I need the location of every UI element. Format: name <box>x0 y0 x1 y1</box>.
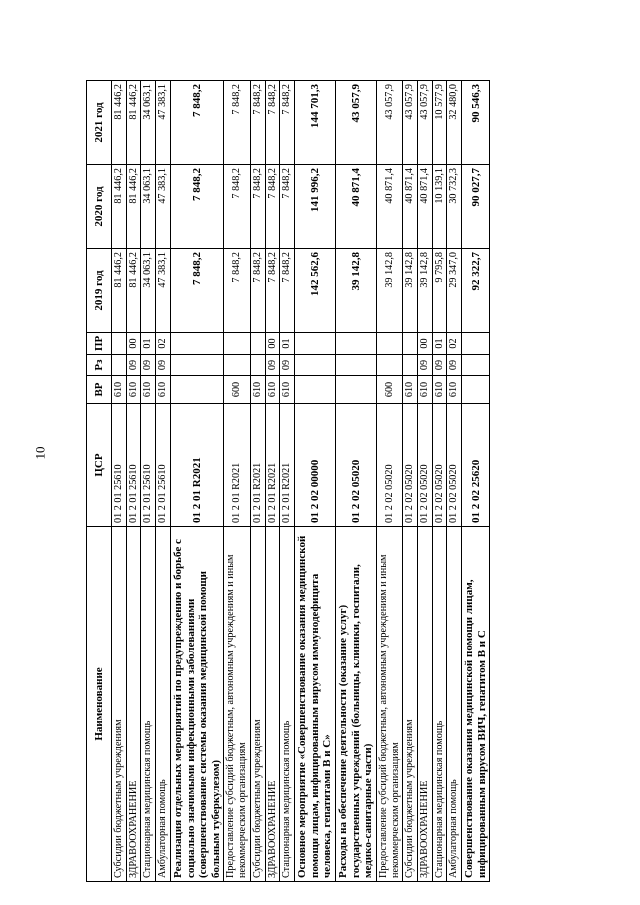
row-name-cell: Стационарная медицинская помощь <box>141 527 156 882</box>
row-2019-cell: 81 446,2 <box>126 249 141 333</box>
row-2020-cell: 81 446,2 <box>126 165 141 249</box>
row-name-cell: Субсидии бюджетным учреждениям <box>250 527 265 882</box>
row-2019-cell: 7 848,2 <box>170 249 224 333</box>
row-2020-cell: 7 848,2 <box>224 165 250 249</box>
row-2021-cell: 10 577,9 <box>432 81 447 165</box>
table-row <box>224 81 250 882</box>
table-row <box>403 81 418 882</box>
row-pr-cell: 01 <box>280 333 295 355</box>
row-pr-cell <box>112 333 127 355</box>
table-row <box>447 81 462 882</box>
row-2021-cell: 7 848,2 <box>280 81 295 165</box>
row-csr-cell: 01 2 02 05020 <box>418 404 433 527</box>
row-vr-cell <box>295 376 336 404</box>
row-2021-cell: 32 480,0 <box>447 81 462 165</box>
row-csr-cell: 01 2 02 00000 <box>295 404 336 527</box>
row-name-cell: Предоставление субсидий бюджетным, автономным учреждениям и иным некоммерческим организациям <box>224 527 250 882</box>
row-name-cell: Реализация отдельных мероприятий по предупреждению и борьбе с социально значимыми инфекционными заболеваниями (совершенствование системы оказания медицинской помощи больным туберкулезом) <box>170 527 224 882</box>
row-vr-cell: 610 <box>265 376 280 404</box>
header-csr: ЦСР <box>87 404 112 527</box>
table-row <box>112 81 127 882</box>
row-vr-cell: 610 <box>112 376 127 404</box>
row-2021-cell: 7 848,2 <box>224 81 250 165</box>
row-csr-cell: 01 2 01 R2021 <box>265 404 280 527</box>
row-2021-cell: 34 063,1 <box>141 81 156 165</box>
row-2020-cell: 90 027,7 <box>462 165 490 249</box>
row-2020-cell: 141 996,2 <box>295 165 336 249</box>
row-rz-cell <box>295 355 336 376</box>
row-rz-cell <box>462 355 490 376</box>
table-row <box>335 81 376 882</box>
row-csr-cell: 01 2 02 05020 <box>447 404 462 527</box>
row-2020-cell: 7 848,2 <box>280 165 295 249</box>
row-rz-cell: 09 <box>418 355 433 376</box>
row-2021-cell: 90 546,3 <box>462 81 490 165</box>
row-csr-cell: 01 2 02 05020 <box>335 404 376 527</box>
row-vr-cell <box>335 376 376 404</box>
header-pr: ПР <box>87 333 112 355</box>
table-row <box>156 81 171 882</box>
row-2021-cell: 144 701,3 <box>295 81 336 165</box>
row-rz-cell <box>403 355 418 376</box>
row-name-cell: ЗДРАВООХРАНЕНИЕ <box>126 527 141 882</box>
row-pr-cell: 00 <box>126 333 141 355</box>
row-2019-cell: 81 446,2 <box>112 249 127 333</box>
row-csr-cell: 01 2 01 25610 <box>126 404 141 527</box>
row-vr-cell: 610 <box>126 376 141 404</box>
table-row <box>418 81 433 882</box>
row-2021-cell: 43 057,9 <box>418 81 433 165</box>
row-pr-cell: 02 <box>156 333 171 355</box>
row-rz-cell <box>224 355 250 376</box>
row-pr-cell <box>403 333 418 355</box>
row-rz-cell <box>250 355 265 376</box>
row-name-cell: Совершенствование оказания медицинской помощи лицам, инфицированным вирусом ВИЧ, гепатитом В и С <box>462 527 490 882</box>
row-pr-cell <box>250 333 265 355</box>
row-csr-cell: 01 2 01 25610 <box>156 404 171 527</box>
row-2020-cell: 40 871,4 <box>403 165 418 249</box>
row-name-cell: Основное мероприятие «Совершенствование оказания медицинской помощи лицам, инфицированным вирусом иммунодефицита человека, гепатитами В и С» <box>295 527 336 882</box>
row-pr-cell: 00 <box>418 333 433 355</box>
row-rz-cell: 09 <box>126 355 141 376</box>
row-2019-cell: 39 142,8 <box>376 249 402 333</box>
budget-table <box>86 80 490 882</box>
row-rz-cell: 09 <box>432 355 447 376</box>
row-pr-cell <box>376 333 402 355</box>
row-csr-cell: 01 2 01 R2021 <box>250 404 265 527</box>
rotated-table-container <box>86 82 564 882</box>
row-vr-cell: 600 <box>224 376 250 404</box>
row-rz-cell: 09 <box>447 355 462 376</box>
table-row <box>462 81 490 882</box>
row-2020-cell: 40 871,4 <box>376 165 402 249</box>
row-2019-cell: 142 562,6 <box>295 249 336 333</box>
header-vr: ВР <box>87 376 112 404</box>
row-2021-cell: 43 057,9 <box>376 81 402 165</box>
row-2019-cell: 29 347,0 <box>447 249 462 333</box>
header-2021: 2021 год <box>87 81 112 165</box>
row-rz-cell: 09 <box>280 355 295 376</box>
row-pr-cell: 01 <box>432 333 447 355</box>
table-row <box>126 81 141 882</box>
row-name-cell: Предоставление субсидий бюджетным, автономным учреждениям и иным некоммерческим организациям <box>376 527 402 882</box>
row-2020-cell: 81 446,2 <box>112 165 127 249</box>
row-rz-cell <box>112 355 127 376</box>
row-2020-cell: 47 383,1 <box>156 165 171 249</box>
table-row <box>295 81 336 882</box>
row-2020-cell: 40 871,4 <box>418 165 433 249</box>
row-vr-cell: 610 <box>156 376 171 404</box>
row-2021-cell: 7 848,2 <box>250 81 265 165</box>
row-2019-cell: 47 383,1 <box>156 249 171 333</box>
row-2019-cell: 7 848,2 <box>265 249 280 333</box>
row-pr-cell <box>335 333 376 355</box>
table-row <box>376 81 402 882</box>
row-csr-cell: 01 2 01 25610 <box>141 404 156 527</box>
row-pr-cell: 02 <box>447 333 462 355</box>
row-2020-cell: 7 848,2 <box>170 165 224 249</box>
row-vr-cell <box>462 376 490 404</box>
row-2020-cell: 30 732,3 <box>447 165 462 249</box>
row-csr-cell: 01 2 01 R2021 <box>224 404 250 527</box>
row-pr-cell <box>462 333 490 355</box>
header-rz: Рз <box>87 355 112 376</box>
row-vr-cell: 610 <box>141 376 156 404</box>
row-2021-cell: 7 848,2 <box>170 81 224 165</box>
row-2019-cell: 92 322,7 <box>462 249 490 333</box>
table-row <box>265 81 280 882</box>
row-2019-cell: 39 142,8 <box>335 249 376 333</box>
header-2019: 2019 год <box>87 249 112 333</box>
row-2021-cell: 81 446,2 <box>126 81 141 165</box>
row-2019-cell: 9 795,8 <box>432 249 447 333</box>
row-2021-cell: 43 057,9 <box>335 81 376 165</box>
row-2021-cell: 43 057,9 <box>403 81 418 165</box>
row-csr-cell: 01 2 01 R2021 <box>170 404 224 527</box>
row-2020-cell: 34 063,1 <box>141 165 156 249</box>
row-name-cell: Амбулаторная помощь <box>156 527 171 882</box>
table-row <box>432 81 447 882</box>
row-pr-cell <box>170 333 224 355</box>
row-rz-cell: 09 <box>156 355 171 376</box>
row-name-cell: Субсидии бюджетным учреждениям <box>403 527 418 882</box>
row-csr-cell: 01 2 02 05020 <box>403 404 418 527</box>
row-2019-cell: 34 063,1 <box>141 249 156 333</box>
row-csr-cell: 01 2 01 R2021 <box>280 404 295 527</box>
table-body <box>112 81 490 882</box>
row-pr-cell <box>295 333 336 355</box>
row-2019-cell: 7 848,2 <box>280 249 295 333</box>
row-name-cell: Субсидии бюджетным учреждениям <box>112 527 127 882</box>
row-name-cell: ЗДРАВООХРАНЕНИЕ <box>418 527 433 882</box>
header-2020: 2020 год <box>87 165 112 249</box>
row-rz-cell <box>335 355 376 376</box>
row-rz-cell <box>376 355 402 376</box>
row-csr-cell: 01 2 02 25620 <box>462 404 490 527</box>
table-row <box>170 81 224 882</box>
row-2021-cell: 7 848,2 <box>265 81 280 165</box>
row-2021-cell: 47 383,1 <box>156 81 171 165</box>
row-vr-cell: 610 <box>432 376 447 404</box>
row-vr-cell: 610 <box>403 376 418 404</box>
row-pr-cell: 00 <box>265 333 280 355</box>
row-2019-cell: 7 848,2 <box>224 249 250 333</box>
row-vr-cell: 610 <box>418 376 433 404</box>
row-csr-cell: 01 2 01 25610 <box>112 404 127 527</box>
row-csr-cell: 01 2 02 05020 <box>432 404 447 527</box>
row-2019-cell: 7 848,2 <box>250 249 265 333</box>
row-name-cell: Стационарная медицинская помощь <box>280 527 295 882</box>
row-name-cell: Амбулаторная помощь <box>447 527 462 882</box>
row-vr-cell: 610 <box>280 376 295 404</box>
row-rz-cell: 09 <box>141 355 156 376</box>
row-name-cell: Стационарная медицинская помощь <box>432 527 447 882</box>
row-name-cell: Расходы на обеспечение деятельности (оказание услуг) государственных учреждений (больницы, клиники, госпитали, медико-санитарные части) <box>335 527 376 882</box>
row-rz-cell <box>170 355 224 376</box>
row-vr-cell: 610 <box>250 376 265 404</box>
row-name-cell: ЗДРАВООХРАНЕНИЕ <box>265 527 280 882</box>
row-csr-cell: 01 2 02 05020 <box>376 404 402 527</box>
row-2019-cell: 39 142,8 <box>403 249 418 333</box>
row-2021-cell: 81 446,2 <box>112 81 127 165</box>
row-2020-cell: 40 871,4 <box>335 165 376 249</box>
row-rz-cell: 09 <box>265 355 280 376</box>
row-vr-cell <box>170 376 224 404</box>
table-row <box>250 81 265 882</box>
row-vr-cell: 610 <box>447 376 462 404</box>
table-header-row <box>87 81 112 882</box>
row-pr-cell <box>224 333 250 355</box>
row-2019-cell: 39 142,8 <box>418 249 433 333</box>
page-number: 10 <box>32 446 48 460</box>
row-2020-cell: 7 848,2 <box>265 165 280 249</box>
row-2020-cell: 10 139,1 <box>432 165 447 249</box>
table-row <box>141 81 156 882</box>
table-row <box>280 81 295 882</box>
row-pr-cell: 01 <box>141 333 156 355</box>
row-vr-cell: 600 <box>376 376 402 404</box>
header-name: Наименование <box>87 527 112 882</box>
row-2020-cell: 7 848,2 <box>250 165 265 249</box>
